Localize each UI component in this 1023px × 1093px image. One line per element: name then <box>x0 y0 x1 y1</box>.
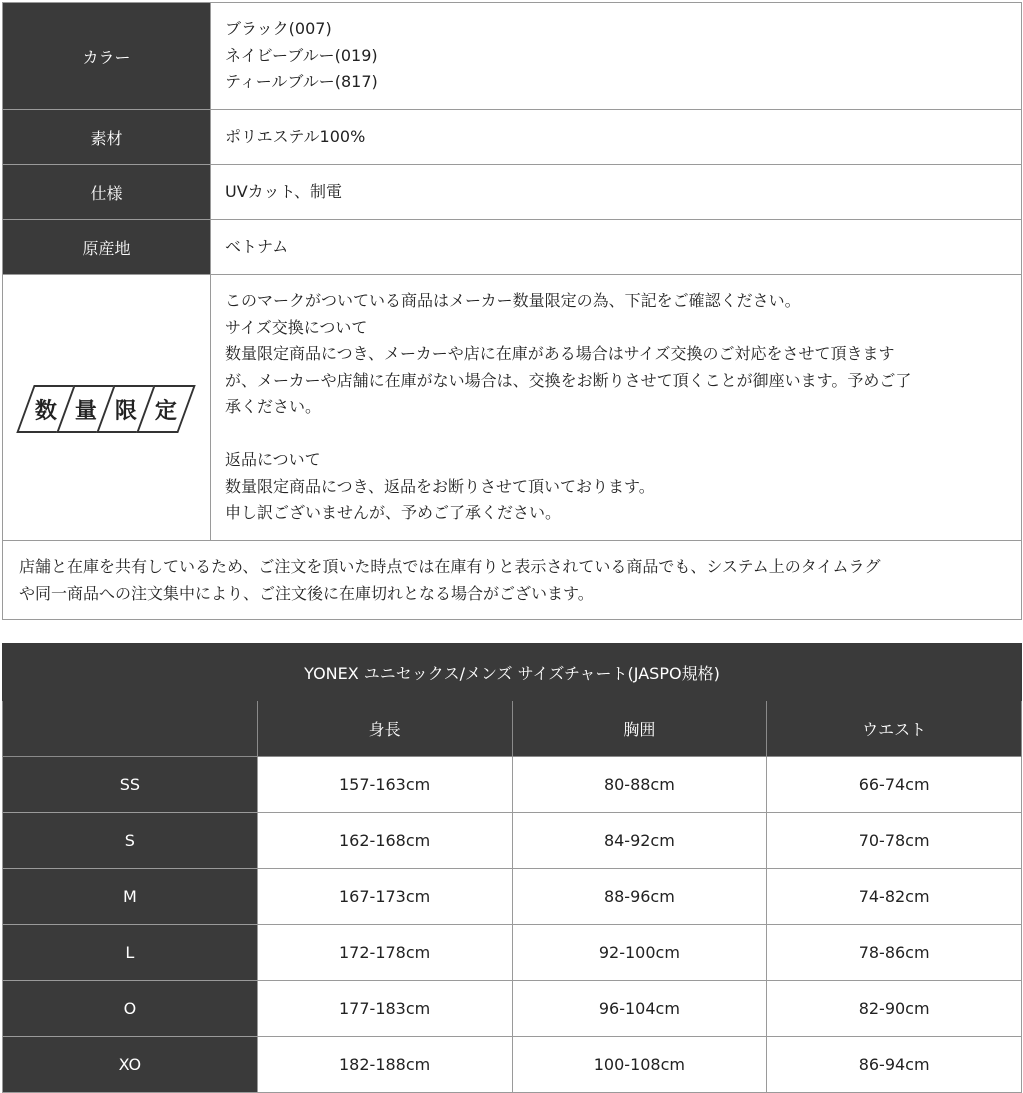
notice-line: が、メーカーや店舗に在庫がない場合は、交換をお断りさせて頂くことが御座います。予めご了 <box>225 370 912 390</box>
spec-row-features <box>3 165 1022 220</box>
height-cell: 167-173cm <box>257 869 512 925</box>
height-cell: 162-168cm <box>257 813 512 869</box>
chest-cell: 80-88cm <box>512 757 767 813</box>
color-value: ブラック(007) <box>225 19 332 39</box>
limited-badge-cell <box>3 275 211 541</box>
notice-line: 返品について <box>225 450 321 470</box>
height-cell: 177-183cm <box>257 981 512 1037</box>
header-chest: 胸囲 <box>512 701 767 757</box>
size-label: O <box>3 981 258 1037</box>
size-label: M <box>3 869 258 925</box>
waist-cell: 78-86cm <box>767 925 1022 981</box>
notice-line: 数量限定商品につき、メーカーや店に在庫がある場合はサイズ交換のご対応をさせて頂きます <box>225 344 895 364</box>
origin-value: ベトナム <box>211 220 1022 275</box>
height-cell: 182-188cm <box>257 1037 512 1093</box>
notice-line: 申し訳ございませんが、予めご了承ください。 <box>225 503 562 523</box>
waist-cell: 70-78cm <box>767 813 1022 869</box>
spec-row-stock-note <box>3 541 1022 620</box>
chest-cell: 100-108cm <box>512 1037 767 1093</box>
size-row <box>3 925 1022 981</box>
header-height: 身長 <box>257 701 512 757</box>
limited-quantity-badge <box>27 385 187 433</box>
height-cell: 157-163cm <box>257 757 512 813</box>
limited-notice <box>211 275 1022 541</box>
height-cell: 172-178cm <box>257 925 512 981</box>
stock-note <box>3 541 1022 620</box>
material-value: ポリエステル100% <box>211 110 1022 165</box>
size-label: L <box>3 925 258 981</box>
chest-cell: 92-100cm <box>512 925 767 981</box>
spec-row-limited <box>3 275 1022 541</box>
color-value: ティールブルー(817) <box>225 72 378 92</box>
size-row <box>3 813 1022 869</box>
size-row <box>3 757 1022 813</box>
notice-line: サイズ交換について <box>225 317 368 337</box>
size-label: XO <box>3 1037 258 1093</box>
header-corner <box>3 701 258 757</box>
product-spec-table <box>2 2 1022 620</box>
features-value: UVカット、制電 <box>211 165 1022 220</box>
header-waist: ウエスト <box>767 701 1022 757</box>
waist-cell: 82-90cm <box>767 981 1022 1037</box>
size-label: SS <box>3 757 258 813</box>
color-value: ネイビーブルー(019) <box>225 45 378 65</box>
notice-line: このマークがついている商品はメーカー数量限定の為、下記をご確認ください。 <box>225 291 801 311</box>
color-values <box>211 3 1022 110</box>
size-row <box>3 981 1022 1037</box>
badge-char: 定 <box>154 398 177 423</box>
size-chart-title-row <box>3 644 1022 701</box>
spec-row-material <box>3 110 1022 165</box>
chest-cell: 84-92cm <box>512 813 767 869</box>
size-chart-title: YONEX ユニセックス/メンズ サイズチャート(JASPO規格) <box>3 644 1022 701</box>
spec-row-origin <box>3 220 1022 275</box>
waist-cell: 66-74cm <box>767 757 1022 813</box>
size-row <box>3 869 1022 925</box>
color-label: カラー <box>3 3 211 110</box>
waist-cell: 86-94cm <box>767 1037 1022 1093</box>
note-line: 店舗と在庫を共有しているため、ご注文を頂いた時点では在庫有りと表示されている商品でも、システム上のタイムラグ <box>19 557 881 576</box>
material-label: 素材 <box>3 110 211 165</box>
badge-char: 数 <box>34 398 57 423</box>
note-line: や同一商品への注文集中により、ご注文後に在庫切れとなる場合がございます。 <box>19 584 594 603</box>
notice-gap <box>225 421 1020 448</box>
chest-cell: 88-96cm <box>512 869 767 925</box>
notice-line: 数量限定商品につき、返品をお断りさせて頂いております。 <box>225 476 655 496</box>
origin-label: 原産地 <box>3 220 211 275</box>
size-chart-table <box>2 643 1022 1093</box>
waist-cell: 74-82cm <box>767 869 1022 925</box>
size-row <box>3 1037 1022 1093</box>
badge-char: 量 <box>74 398 97 423</box>
size-chart-header-row <box>3 701 1022 757</box>
features-label: 仕様 <box>3 165 211 220</box>
badge-char: 限 <box>114 398 137 423</box>
chest-cell: 96-104cm <box>512 981 767 1037</box>
size-label: S <box>3 813 258 869</box>
spec-row-color <box>3 3 1022 110</box>
notice-line: 承ください。 <box>225 397 322 417</box>
